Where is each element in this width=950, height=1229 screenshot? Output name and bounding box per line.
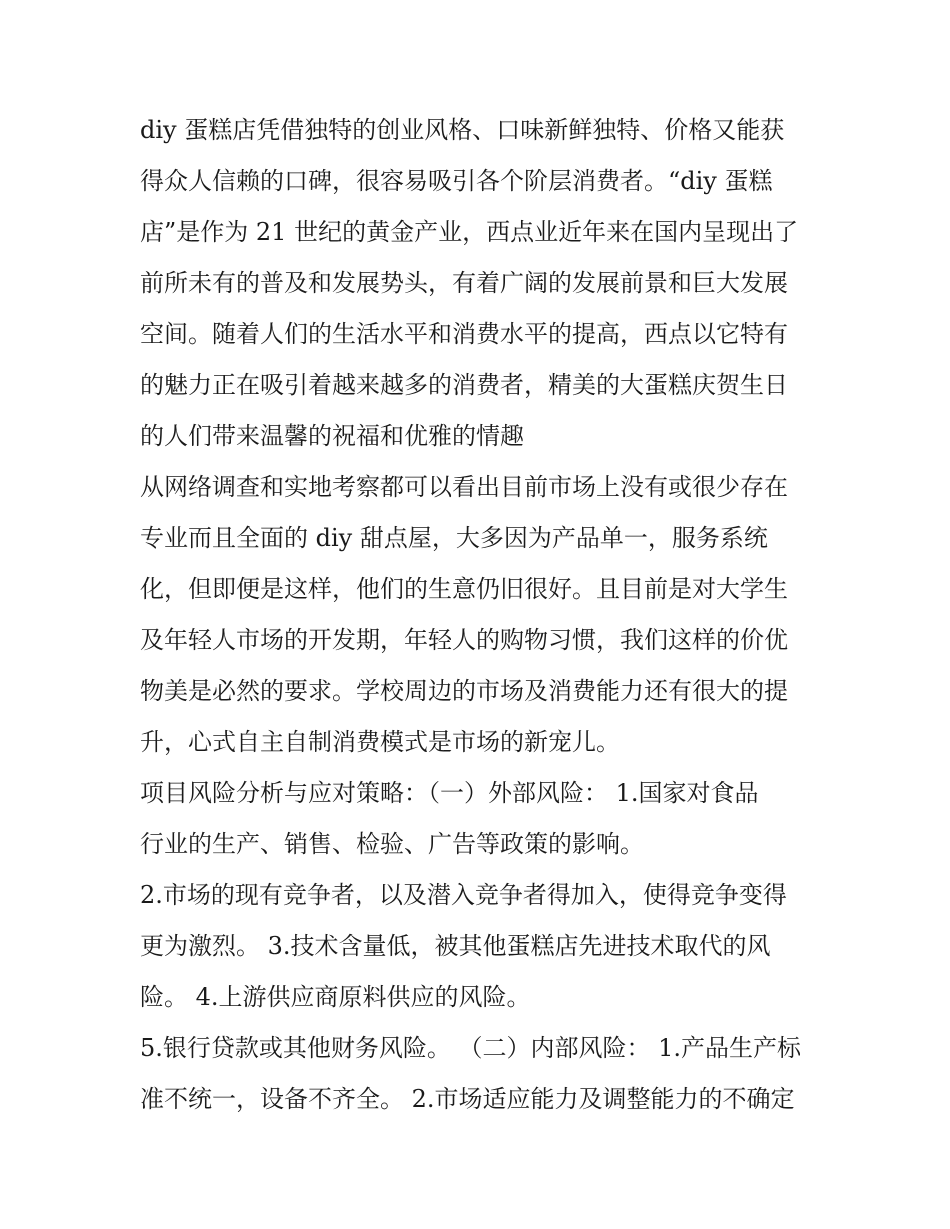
text-line: 空间。随着人们的生活水平和消费水平的提高，西点以它特有 <box>140 320 788 348</box>
text-line: 5.银行贷款或其他财务风险。 （二）内部风险： 1.产品生产标 <box>140 1034 802 1062</box>
text-line: 行业的生产、销售、检验、广告等政策的影响。 <box>140 830 644 858</box>
text-line: 更为激烈。 3.技术含量低，被其他蛋糕店先进技术取代的风 <box>140 932 771 960</box>
text-line: 从网络调查和实地考察都可以看出目前市场上没有或很少存在 <box>140 473 788 501</box>
text-line: 2.市场的现有竞争者，以及潜入竞争者得加入，使得竞争变得 <box>140 881 787 909</box>
text-line: diy 蛋糕店凭借独特的创业风格、口味新鲜独特、价格又能获 <box>140 116 785 144</box>
text-line: 前所未有的普及和发展势头，有着广阔的发展前景和巨大发展 <box>140 269 788 297</box>
text-line: 物美是必然的要求。学校周边的市场及消费能力还有很大的提 <box>140 677 788 705</box>
text-line: 险。 4.上游供应商原料供应的风险。 <box>140 983 531 1011</box>
text-line: 店”是作为 21 世纪的黄金产业，西点业近年来在国内呈现出了 <box>140 218 799 246</box>
document-body <box>140 105 820 1125</box>
text-line: 准不统一，设备不齐全。 2.市场适应能力及调整能力的不确定 <box>140 1085 795 1113</box>
text-line: 的魅力正在吸引着越来越多的消费者，精美的大蛋糕庆贺生日 <box>140 371 788 399</box>
text-line: 得众人信赖的口碑，很容易吸引各个阶层消费者。“diy 蛋糕 <box>140 167 773 195</box>
text-line: 升，心式自主自制消费模式是市场的新宠儿。 <box>140 728 620 756</box>
text-line: 项目风险分析与应对策略：（一）外部风险： 1.国家对食品 <box>140 779 759 807</box>
text-line: 的人们带来温馨的祝福和优雅的情趣 <box>140 422 524 450</box>
text-line: 及年轻人市场的开发期，年轻人的购物习惯，我们这样的价优 <box>140 626 788 654</box>
text-line: 化，但即便是这样，他们的生意仍旧很好。且目前是对大学生 <box>140 575 788 603</box>
text-line: 专业而且全面的 diy 甜点屋，大多因为产品单一，服务系统 <box>140 524 768 552</box>
